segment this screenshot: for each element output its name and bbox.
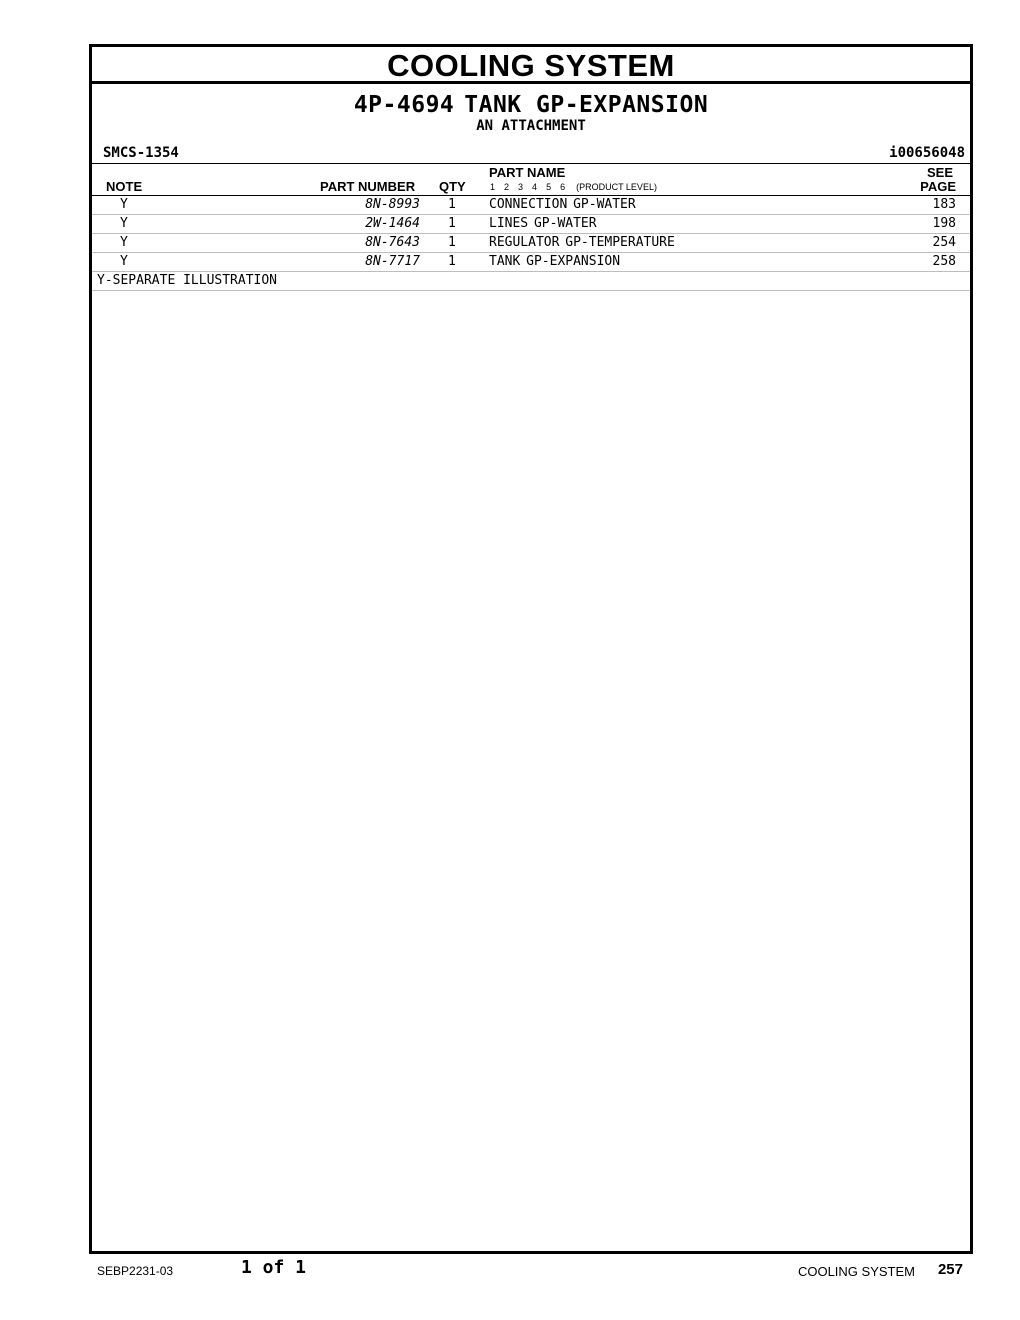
section-title: COOLING SYSTEM — [92, 47, 970, 84]
table-footnote: Y-SEPARATE ILLUSTRATION — [92, 272, 970, 291]
footer-page-of: 1 of 1 — [241, 1257, 307, 1278]
product-level-label: (PRODUCT LEVEL) — [576, 182, 657, 192]
table-header — [92, 163, 970, 196]
header-note: NOTE — [106, 179, 143, 194]
footer-section: COOLING SYSTEM — [797, 1264, 915, 1279]
header-see: SEE — [926, 165, 953, 180]
row-part-number[interactable]: 2W-1464 — [365, 216, 420, 231]
table-row — [92, 234, 970, 253]
row-qty: 1 — [448, 254, 456, 269]
header-part-name: PART NAME — [489, 165, 566, 180]
row-see-page[interactable]: 254 — [932, 235, 956, 250]
row-part-name: TANK GP-EXPANSION — [489, 254, 621, 269]
row-part-name: CONNECTION GP-WATER — [489, 197, 636, 212]
row-part-name: REGULATOR GP-TEMPERATURE — [489, 235, 675, 250]
page-footer — [0, 1257, 1020, 1287]
level-1: 1 — [490, 182, 496, 192]
row-note: Y — [120, 235, 128, 250]
group-subtitle: AN ATTACHMENT — [476, 118, 586, 134]
level-4: 4 — [532, 182, 538, 192]
meta-row — [92, 143, 970, 163]
group-name: TANK GP-EXPANSION — [464, 92, 709, 118]
parts-table-body — [92, 196, 970, 272]
row-part-number[interactable]: 8N-7717 — [365, 254, 420, 269]
footer-page-number: 257 — [937, 1261, 963, 1278]
page-frame — [89, 44, 973, 1254]
level-6: 6 — [560, 182, 566, 192]
row-see-page[interactable]: 183 — [932, 197, 956, 212]
header-product-levels — [490, 182, 666, 192]
header-part-number: PART NUMBER — [320, 179, 416, 194]
row-qty: 1 — [448, 216, 456, 231]
row-qty: 1 — [448, 235, 456, 250]
table-row — [92, 196, 970, 215]
footer-document-number: SEBP2231-03 — [97, 1264, 174, 1278]
row-part-number[interactable]: 8N-8993 — [365, 197, 420, 212]
table-row — [92, 253, 970, 272]
header-page: PAGE — [920, 179, 956, 194]
row-see-page[interactable]: 198 — [932, 216, 956, 231]
group-title — [92, 92, 970, 118]
level-3: 3 — [518, 182, 524, 192]
row-qty: 1 — [448, 197, 456, 212]
illustration-id: i00656048 — [889, 145, 965, 161]
header-qty: QTY — [439, 179, 466, 194]
row-note: Y — [120, 216, 128, 231]
row-see-page[interactable]: 258 — [932, 254, 956, 269]
row-note: Y — [120, 254, 128, 269]
smcs-code: SMCS-1354 — [103, 145, 179, 161]
row-note: Y — [120, 197, 128, 212]
row-part-number[interactable]: 8N-7643 — [365, 235, 420, 250]
group-part-number: 4P-4694 — [353, 92, 455, 118]
level-5: 5 — [546, 182, 552, 192]
table-row — [92, 215, 970, 234]
level-2: 2 — [504, 182, 510, 192]
row-part-name: LINES GP-WATER — [489, 216, 597, 231]
